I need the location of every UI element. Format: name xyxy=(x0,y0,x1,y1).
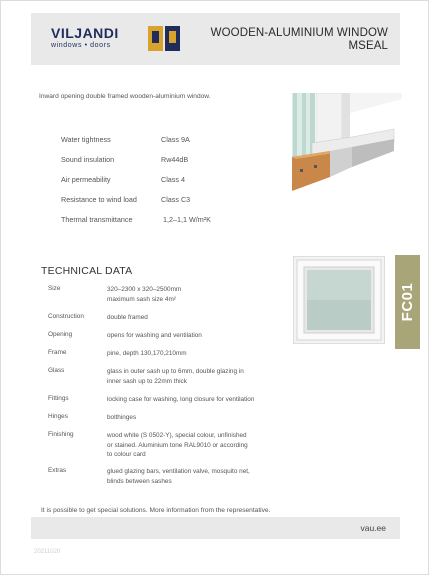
spec-label: Sound insulation xyxy=(61,155,115,164)
row-label: Fittings xyxy=(48,395,69,402)
header-bar xyxy=(31,13,400,65)
spec-label: Thermal transmittance xyxy=(61,215,133,224)
row-label: Construction xyxy=(48,313,84,320)
footer-note: It is possible to get special solutions. More information from the representative. xyxy=(41,507,271,514)
spec-value: Class 4 xyxy=(161,175,185,184)
window-section-image xyxy=(290,93,402,191)
logo-squares-icon xyxy=(148,26,180,51)
company-logo xyxy=(51,26,119,50)
spec-label: Air permeability xyxy=(61,175,111,184)
product-code: FC01 xyxy=(399,282,416,322)
row-label: Frame xyxy=(48,349,67,356)
spec-label: Water tightness xyxy=(61,135,111,144)
row-label: Hinges xyxy=(48,413,68,420)
spec-label: Resistance to wind load xyxy=(61,195,137,204)
row-value: glass in outer sash up to 6mm, double glazing in inner sash up to 22mm thick xyxy=(107,368,244,385)
logo-wordmark: VILJANDI xyxy=(51,25,119,41)
title-line-2: MSEAL xyxy=(348,40,388,52)
row-value: locking case for washing, long closure for ventilation xyxy=(107,396,255,403)
row-label: Glass xyxy=(48,367,65,374)
website-link[interactable]: vau.ee xyxy=(360,523,386,533)
row-label: Opening xyxy=(48,331,73,338)
row-label: Finishing xyxy=(48,431,74,438)
logo-tagline: windows • doors xyxy=(51,42,111,49)
row-value: glued glazing bars, ventilation valve, mosquito net, blinds between sashes xyxy=(107,468,250,485)
spec-value: 1,2–1,1 W/m²K xyxy=(163,215,211,224)
row-label: Extras xyxy=(48,467,67,474)
row-value: wood white (S 0502-Y), special colour, unfinished or stained. Aluminium tone RAL9010 or according to colour card xyxy=(107,432,248,459)
row-value: opens for washing and ventilation xyxy=(107,332,202,339)
row-value: 320–2300 x 320–2500mm maximum sash size 4m² xyxy=(107,286,182,303)
document-date: 20211020 xyxy=(34,549,61,555)
product-code-tag xyxy=(395,255,420,349)
footer-bar xyxy=(31,517,400,539)
row-value: double framed xyxy=(107,314,148,321)
row-value: bolthinges xyxy=(107,414,137,421)
document-title xyxy=(211,27,388,53)
title-line-1: WOODEN-ALUMINIUM WINDOW xyxy=(210,27,388,39)
technical-data-heading: TECHNICAL DATA xyxy=(41,265,133,277)
spec-value: Class 9A xyxy=(161,135,190,144)
row-label: Size xyxy=(48,285,61,292)
spec-value: Rw44dB xyxy=(161,155,189,164)
intro-text: Inward opening double framed wooden-aluminium window. xyxy=(39,93,211,100)
spec-value: Class C3 xyxy=(161,195,191,204)
row-value: pine, depth 130,170,210mm xyxy=(107,350,187,357)
